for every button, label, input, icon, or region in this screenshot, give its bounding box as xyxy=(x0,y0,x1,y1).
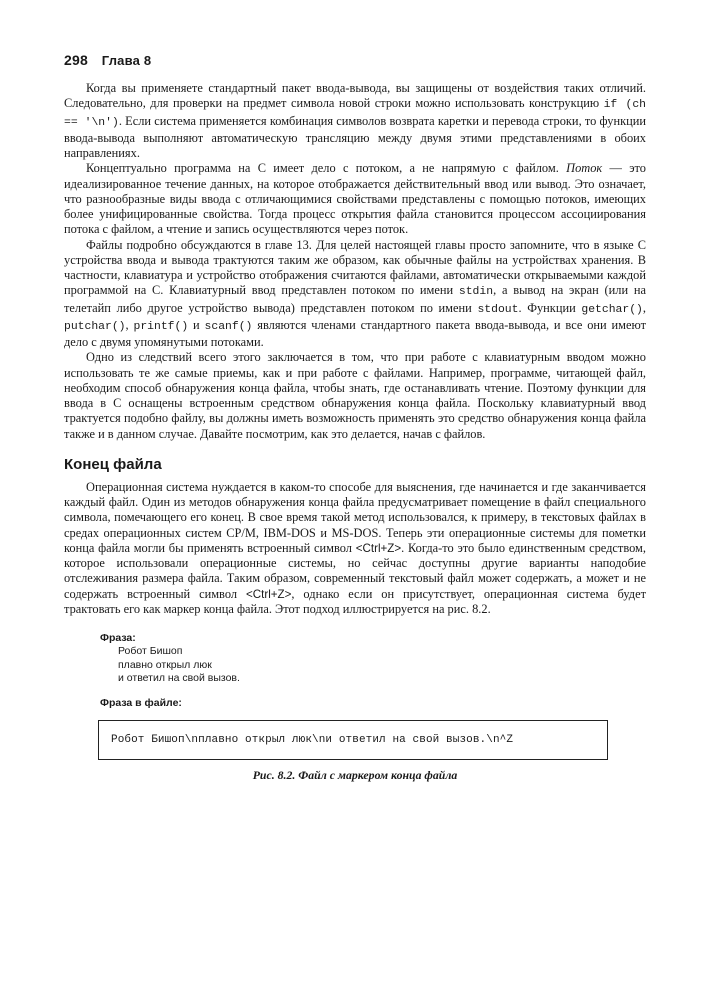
paragraph xyxy=(64,81,646,161)
text-run: , однако если он присутствует, операционная система будет трактовать его как маркер конца файла. Этот подход иллюстрируется на рис. 8.2. xyxy=(64,586,646,616)
inline-code: stdin xyxy=(458,286,494,299)
text-run: являются членами стандартного пакета ввода-вывода, и все они имеют дело с двумя упомянутыми потоками. xyxy=(64,317,647,349)
running-head xyxy=(64,52,646,68)
key-combo: <Ctrl+Z> xyxy=(245,587,292,601)
inline-code: if (ch == '\n') xyxy=(64,99,646,129)
book-page xyxy=(64,52,646,783)
text-run: Когда вы применяете стандартный пакет ввода-вывода, вы защищены от воздействия таких отличий. Следовательно, для проверки на предмет символа новой строки можно использовать конструкцию xyxy=(64,81,646,111)
file-content: Робот Бишоп\nплавно открыл люк\nи ответил на свой вызов.\n^Z xyxy=(111,733,514,746)
paragraph xyxy=(64,161,646,237)
section-heading: Конец файла xyxy=(64,455,162,473)
figure xyxy=(64,631,646,783)
text-run: Концептуально программа на С имеет дело с потоком, а не напрямую с файлом. xyxy=(86,161,567,176)
text-run: Операционная система нуждается в каком-то способе для выяснения, где начинается и где заканчивается каждый файл. Один из методов обнаружения конца файла предусматривает помещение в файл специального символа, помечающего его конец. В свое время такой метод использовался, к примеру, в текстовых файлах в средах операционных систем CP/M, IBM-DOS и MS-DOS. Теперь эти операционные системы для пометки конца файла могли бы применять встроенный символ xyxy=(64,479,646,555)
inline-code: getchar() xyxy=(581,303,643,316)
text-run: , xyxy=(642,300,647,315)
paragraph xyxy=(64,238,646,351)
body-text xyxy=(64,81,646,442)
inline-code: scanf() xyxy=(204,320,253,333)
page-number: 298 xyxy=(64,52,88,68)
figure-caption: Рис. 8.2. Файл с маркером конца файла xyxy=(252,767,458,782)
paragraph: Одно из следствий всего этого заключается в том, что при работе с клавиатурным вводом можно использовать те же самые приемы, как и при работе с файлами. Например, программе, читающей файл, необходим способ обнаружения конца файла, чтобы знать, где останавливать чтение. Поэтому функции для ввода в С оснащены встроенным средством обнаружения конца файла. Поскольку клавиатурный ввод трактуется подобно файлу, вы должны иметь возможность применять это средство обнаружения конца файла также и в данном случае. Давайте посмотрим, как это делается, начав с файлов. xyxy=(64,350,646,441)
text-run: , а вывод на экран (или на телетайп либо другое устройство вывода) представлен потоком по имени xyxy=(64,283,646,315)
figure-phrase-lines xyxy=(118,645,646,686)
inline-code: putchar() xyxy=(64,320,126,333)
text-run: . Когда-то это было единственным средством, которое использовали операционные системы, но сейчас доступны другие варианты наподобие отслеживания размера файла. Таким образом, современный текстовый файл может содержать, а может и не содержать встроенный символ xyxy=(64,540,646,601)
chapter-title: Глава 8 xyxy=(101,53,152,68)
text-run: , xyxy=(125,317,134,332)
text-run: . Функции xyxy=(518,300,582,315)
text-run: Файлы подробно обсуждаются в главе 13. Для целей настоящей главы просто запомните, что в языке С устройства ввода и вывода трактуются таким же образом, как обычные файлы на устройствах хранения. В частности, клавиатура и устройство отображения считаются файлами, автоматически открываемыми каждой программой на С. Клавиатурный ввод представлен потоком по имени xyxy=(64,237,646,298)
inline-code: stdout xyxy=(477,303,519,316)
file-content-box xyxy=(98,720,608,760)
figure-label-phrase: Фраза: xyxy=(100,632,136,644)
phrase-line: Робот Бишоп xyxy=(118,645,183,657)
text-run: . Если система применяется комбинация символов возврата каретки и перевода строки, то функции ввода-вывода выполняют автоматическую трансляцию между двумя этими представлениями в обоих направлениях. xyxy=(64,113,646,160)
figure-label-in-file: Фраза в файле: xyxy=(100,696,182,709)
key-combo: <Ctrl+Z> xyxy=(355,541,402,555)
phrase-line: и ответил на свой вызов. xyxy=(118,672,240,684)
phrase-line: плавно открыл люк xyxy=(118,658,212,671)
text-run: и xyxy=(188,317,205,332)
inline-code: printf() xyxy=(133,320,189,333)
paragraph xyxy=(64,480,646,617)
term: Поток xyxy=(566,161,603,176)
section-body xyxy=(64,480,646,617)
text-run: — это идеализированное течение данных, на которое отображается действительный ввод или вывод. Это означает, что разнообразные виды ввода с отличающимися свойствами представлены с помощью потоков, имеющих более унифицированные свойства. Тогда процесс открытия файла становится процессом ассоциирования потока с файлом, а чтение и запись осуществляются через поток. xyxy=(64,161,646,237)
